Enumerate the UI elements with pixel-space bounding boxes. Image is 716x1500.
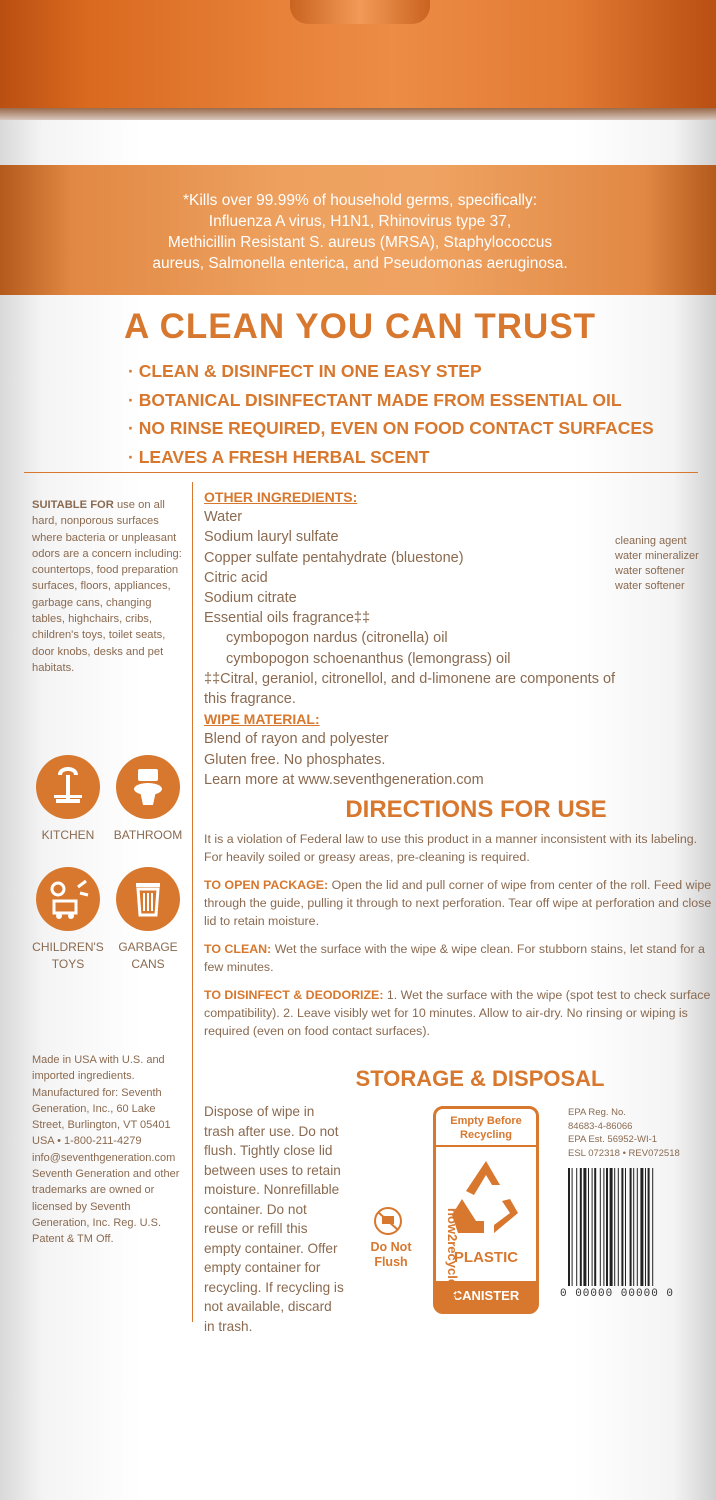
lid-rim [0, 108, 716, 120]
barcode-bar [594, 1168, 596, 1286]
canister-label: CANISTER [436, 1281, 536, 1311]
barcode-bar [610, 1168, 613, 1286]
storage-text: Dispose of wipe in trash after use. Do not flush. Tightly close lid between uses to retain moisture. Nonrefillable container. Do not reuse or refill this empty container. Offer empty container for recycling. If recycling is not available, discard in trash. [204, 1104, 344, 1334]
vertical-divider [192, 482, 193, 1322]
toilet-icon [116, 755, 180, 819]
bullet-item: · CLEAN & DISINFECT IN ONE EASY STEP [128, 361, 482, 381]
faucet-icon [36, 755, 100, 819]
horizontal-divider [24, 472, 698, 473]
benefit-bullets [128, 357, 688, 471]
barcode-bar [580, 1168, 582, 1286]
barcode-bar [614, 1168, 615, 1286]
barcode-bar [640, 1168, 643, 1286]
barcode-bar [630, 1168, 632, 1286]
headline: A CLEAN YOU CAN TRUST [123, 307, 597, 346]
how2recycle-url: how2recycle.info [445, 1208, 460, 1314]
barcode-bar [588, 1168, 589, 1286]
icon-bathroom: BATHROOM [108, 755, 188, 844]
barcode-bar [648, 1168, 650, 1286]
germ-claim-text: *Kills over 99.99% of household germs, specifically: Influenza A virus, H1N1, Rhinovirus type 37, Methicillin Resistant S. aureus (MRSA), Staphylococcus aureus, Salmonella enterica, and Pseudomonas aeruginosa. [152, 192, 568, 272]
do-not-flush-icon [370, 1206, 406, 1236]
barcode-bar [621, 1168, 623, 1286]
storage-heading: STORAGE & DISPOSAL [355, 1066, 605, 1091]
bullet-item: · BOTANICAL DISINFECTANT MADE FROM ESSENTIAL OIL [128, 389, 622, 410]
barcode-bar [603, 1168, 604, 1286]
barcode-bar [592, 1168, 593, 1286]
empty-before-recycling: Empty Before Recycling [436, 1109, 536, 1147]
lid-notch [290, 0, 430, 24]
barcode-bar [583, 1168, 586, 1286]
directions-heading: DIRECTIONS FOR USE [345, 796, 607, 823]
barcode-bar [625, 1168, 626, 1286]
made-in-usa-text: Made in USA with U.S. and imported ingredients. Manufactured for: Seventh Generation, Inc., 60 Lake Street, Burlington, VT 05401 USA • 1-800-211-4279 info@seventhgeneration.com Seventh Generation and other trademarks are owned or licensed by Seventh Generation, Inc. Reg. U.S. Patent & TM Off. [32, 1054, 180, 1246]
barcode-bar [568, 1168, 570, 1286]
do-not-flush-label: Do Not Flush [370, 1240, 412, 1269]
bullet-item: · NO RINSE REQUIRED, EVEN ON FOOD CONTACT SURFACES [128, 418, 654, 438]
barcode [566, 1168, 696, 1288]
barcode-bar [600, 1168, 601, 1286]
bullet-item: · LEAVES A FRESH HERBAL SCENT [128, 446, 430, 467]
epa-info: EPA Reg. No. 84683-4-86066 EPA Est. 56952-WI-1 ESL 072318 • REV072518 [568, 1107, 680, 1160]
ingredient-roles: cleaning agent water mineralizer water softener water softener [615, 535, 699, 592]
barcode-bar [576, 1168, 577, 1286]
toys-icon [36, 867, 100, 931]
plastic-label: PLASTIC [453, 1249, 519, 1266]
icon-garbage: GARBAGE CANS [108, 867, 188, 973]
directions-text: It is a violation of Federal law to use this product in a manner inconsistent with its labeling. For heavily soiled or greasy areas, pre-cleaning is required. TO OPEN PACKAGE: Open the lid and pull corner of wipe from center of the roll. Feed wipe through the guide, pulling it through to next perforation. Tear off wipe at perforation and close lid to retain moisture. TO CLEAN: Wet the surface with the wipe & wipe clean. For stubborn stains, let stand for a few minutes. TO DISINFECT & DEODORIZE: 1. Wet the surface with the wipe (spot test to check surface compatibility). 2. Leave visibly wet for 10 minutes. Allow to air-dry. No rinsing or wiping is required (even on food contact surfaces). [204, 832, 712, 1038]
ingredients-section: OTHER INGREDIENTS: Water Sodium lauryl sulfate Copper sulfate pentahydrate (bluestone) Citric acid Sodium citrate Essential oils fragrance‡‡ cymbopogon nardus (citronella) oil cymbopogon schoenanthus (lemongrass) oil ‡‡Citral, geraniol, citronellol, and d-limonene are components of this fragrance. WIPE MATERIAL: Blend of rayon and polyester Gluten free. No phosphates. Learn more at www.seventhgeneration.com [204, 489, 616, 788]
barcode-bar [652, 1168, 653, 1286]
suitable-for-text: SUITABLE FOR use on all hard, nonporous surfaces where bacteria or unpleasant odors are a concern including: countertops, food preparation surfaces, floors, appliances, garbage cans, changing tables, highchairs, cribs, children's toys, toilet seats, door knobs, desks and pet habitats. [32, 499, 182, 674]
barcode-bar [645, 1168, 646, 1286]
barcode-bar [572, 1168, 573, 1286]
barcode-bar [606, 1168, 608, 1286]
garbage-can-icon [116, 867, 180, 931]
barcode-bar [633, 1168, 634, 1286]
barcode-bar [618, 1168, 619, 1286]
icon-toys: CHILDREN'S TOYS [28, 867, 108, 973]
barcode-digits: 0 00000 00000 0 [560, 1288, 675, 1300]
icon-kitchen: KITCHEN [28, 755, 108, 844]
barcode-bar [637, 1168, 638, 1286]
